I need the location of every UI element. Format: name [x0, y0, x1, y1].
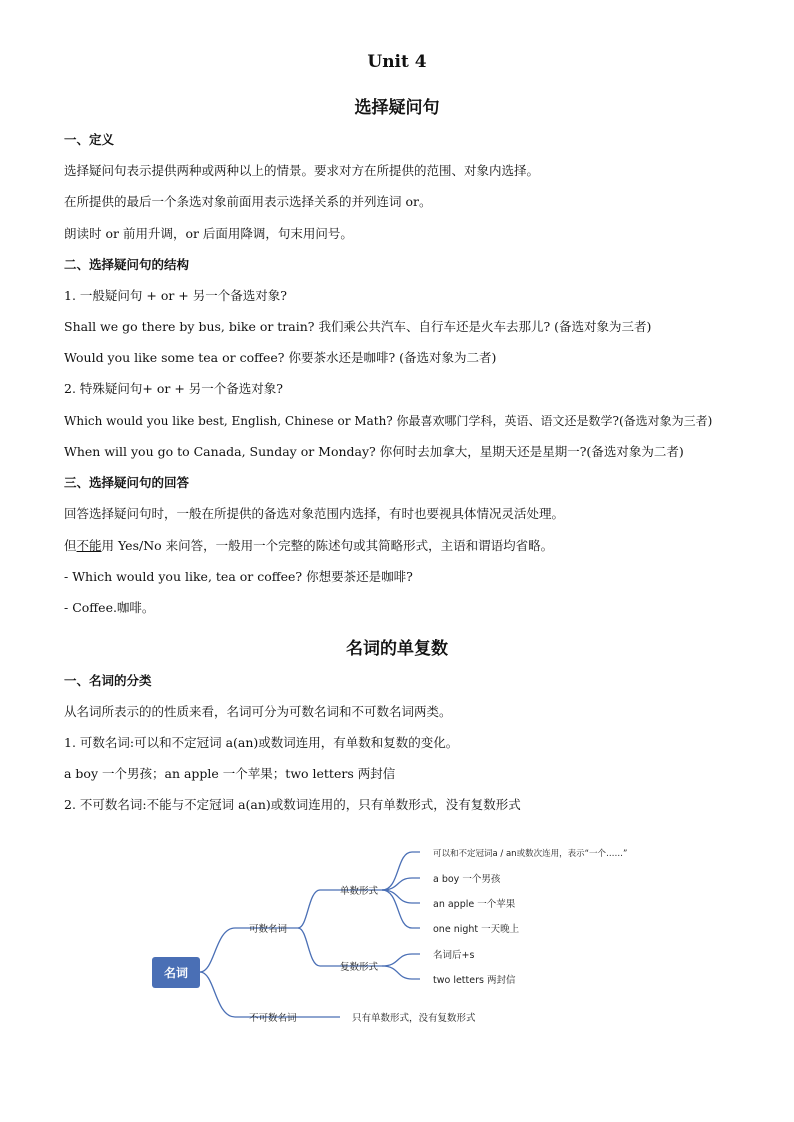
mindmap-singular-leaf-3: an apple 一个苹果 — [433, 899, 516, 910]
branch-root-uncountable — [200, 972, 298, 1017]
mindmap-countable: 可数名词 — [249, 924, 288, 935]
heading-answer: 三、选择疑问句的回答 — [64, 475, 190, 490]
answer-line-1: 回答选择疑问句时，一般在所提供的备选对象范围内选择，有时也要视具体情况灵活处理。 — [64, 506, 565, 521]
classification-line-3: a boy 一个男孩；an apple 一个苹果；two letters 两封信 — [64, 766, 396, 781]
section-title-noun-number: 名词的单复数 — [346, 639, 448, 659]
dialogue-line-1: - Which would you like, tea or coffee? 你想要茶还是咖啡? — [64, 569, 413, 584]
mindmap-plural: 复数形式 — [340, 962, 379, 973]
mindmap-plural-leaf-2: two letters 两封信 — [433, 975, 516, 986]
definition-line-2: 在所提供的最后一个条选对象前面用表示选择关系的并列连词 or。 — [64, 194, 432, 209]
answer-line-2 — [64, 538, 553, 554]
example-3: Which would you like best, English, Chinese or Math? 你最喜欢哪门学科，英语、语文还是数学?(备选对象为三者) — [64, 414, 713, 428]
answer-line-2-post: 用 Yes/No 来问答，一般用一个完整的陈述句或其简略形式，主语和谓语均省略。 — [101, 538, 554, 553]
definition-line-3: 朗读时 or 前用升调，or 后面用降调，句末用问号。 — [64, 226, 353, 241]
mindmap-singular-leaf-1: 可以和不定冠词a / an或数次连用，表示“一个……” — [433, 849, 628, 859]
branch-plural-1 — [382, 954, 420, 966]
example-1: Shall we go there by bus, bike or train? 我们乘公共汽车、自行车还是火车去那儿? (备选对象为三者) — [64, 319, 652, 334]
example-4: When will you go to Canada, Sunday or Monday? 你何时去加拿大，星期天还是星期一?(备选对象为二者) — [64, 444, 684, 459]
example-2: Would you like some tea or coffee? 你要茶水还是咖啡? (备选对象为二者) — [64, 350, 497, 365]
heading-structure: 二、选择疑问句的结构 — [64, 257, 190, 272]
answer-line-2-underlined: 不能 — [76, 538, 102, 553]
heading-noun-classification: 一、名词的分类 — [64, 673, 152, 688]
section-title-choice-questions: 选择疑问句 — [354, 98, 440, 118]
classification-line-4: 2. 不可数名词:不能与不定冠词 a(an)或数词连用的，只有单数形式，没有复数形式 — [64, 797, 521, 812]
structure-rule-1: 1. 一般疑问句 + or + 另一个备选对象? — [64, 288, 287, 303]
mindmap-singular-leaf-2: a boy 一个男孩 — [433, 874, 501, 885]
unit-title: Unit 4 — [367, 52, 427, 72]
branch-plural-2 — [382, 966, 420, 979]
mindmap-singular: 单数形式 — [340, 886, 379, 897]
mindmap-uncountable-leaf-1: 只有单数形式，没有复数形式 — [352, 1013, 476, 1024]
noun-mindmap — [0, 830, 794, 1060]
mindmap-root-label: 名词 — [163, 966, 189, 980]
branch-countable-plural — [298, 928, 382, 966]
classification-line-2: 1. 可数名词:可以和不定冠词 a(an)或数词连用，有单数和复数的变化。 — [64, 735, 459, 750]
answer-line-2-pre: 但 — [64, 538, 77, 553]
mindmap-plural-leaf-1: 名词后+s — [433, 950, 475, 961]
definition-line-1: 选择疑问句表示提供两种或两种以上的情景。要求对方在所提供的范围、对象内选择。 — [64, 163, 540, 178]
classification-line-1: 从名词所表示的的性质来看，名词可分为可数名词和不可数名词两类。 — [64, 704, 452, 719]
mindmap-singular-leaf-4: one night 一天晚上 — [433, 924, 520, 935]
branch-singular-4 — [382, 890, 420, 928]
structure-rule-2: 2. 特殊疑问句+ or + 另一个备选对象? — [64, 381, 283, 396]
mindmap-uncountable: 不可数名词 — [249, 1013, 297, 1024]
heading-definition: 一、定义 — [64, 132, 115, 147]
branch-singular-1 — [382, 852, 420, 890]
dialogue-line-2: - Coffee.咖啡。 — [64, 600, 155, 615]
